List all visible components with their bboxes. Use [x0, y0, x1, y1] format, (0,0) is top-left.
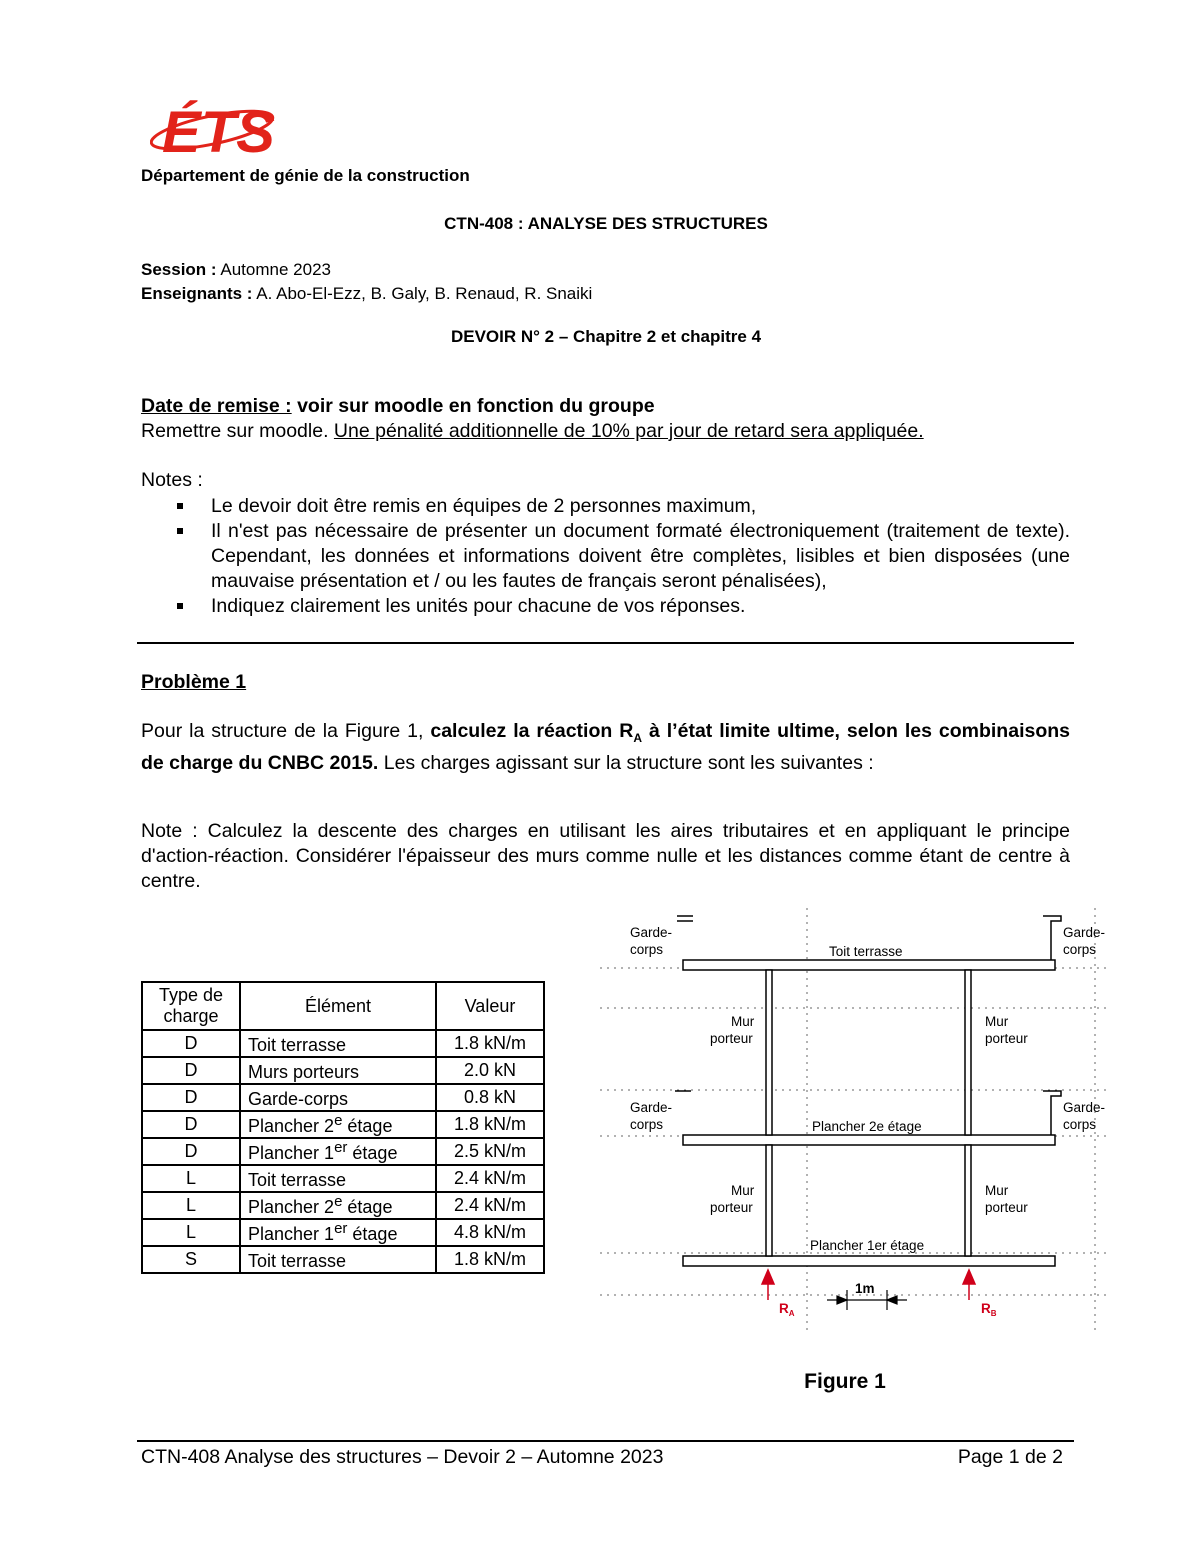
note-item: Indiquez clairement les unités pour chacune de vos réponses. — [141, 594, 1070, 619]
wall-left-upper — [766, 970, 772, 1135]
due-label: Date de remise : — [141, 395, 292, 417]
wall-right-lower — [965, 1145, 971, 1256]
submit-line — [141, 420, 924, 443]
table-row: D Garde-corps 0.8 kN — [142, 1084, 544, 1111]
note-item: Le devoir doit être remis en équipes de 2 personnes maximum, — [141, 494, 1070, 519]
ets-logo — [150, 92, 280, 160]
teachers-value: A. Abo-El-Ezz, B. Galy, B. Renaud, R. Snaiki — [256, 284, 593, 303]
footer-page-number: Page 1 de 2 — [957, 1446, 1063, 1468]
course-title: CTN-408 : ANALYSE DES STRUCTURES — [444, 214, 768, 233]
bullet-icon — [177, 528, 183, 534]
header-type: Type de charge — [142, 982, 240, 1030]
department-name: Département de génie de la construction — [141, 166, 470, 185]
problem-note: Note : Calculez la descente des charges en utilisant les aires tributaires et en appliquant le principe d'action-réaction. Considérer l'épaisseur des murs comme nulle et les distances comme étant de centre à centre. — [141, 820, 1070, 892]
session-line — [141, 260, 331, 280]
note-item: Il n'est pas nécessaire de présenter un document formaté électroniquement (traitement de texte). Cependant, les données et informations doivent être complètes, lisibles et bien disposées (une mauvaise présentation et / ou les fautes de français seront pénalisées), — [141, 519, 1070, 594]
guardrail-label: Garde- — [1063, 925, 1106, 940]
wall-right-upper — [965, 970, 971, 1135]
guardrail-label: Garde- — [630, 925, 673, 940]
reaction-b-label: $R_B$ — [981, 1301, 997, 1318]
assignment-title: DEVOIR N° 2 – Chapitre 2 et chapitre 4 — [450, 327, 762, 346]
wall-label: porteur — [985, 1200, 1028, 1215]
teachers-label: Enseignants : — [141, 284, 253, 303]
floor1-slab — [683, 1256, 1055, 1266]
wall-label: Mur — [731, 1183, 755, 1198]
floor1-label: Plancher 1er étage — [810, 1238, 925, 1253]
reaction-b-head — [963, 1270, 975, 1284]
reaction-a-head — [762, 1270, 774, 1284]
guardrail-label: corps — [630, 942, 664, 957]
penalty-text: Une pénalité additionnelle de 10% par jour de retard sera appliquée. — [333, 420, 924, 442]
section-divider — [137, 642, 1074, 644]
wall-label: Mur — [731, 1014, 755, 1029]
table-row: D Murs porteurs 2.0 kN — [142, 1057, 544, 1084]
bullet-icon — [177, 503, 183, 509]
notes-title: Notes : — [141, 469, 203, 491]
reaction-a-label: $R_A$ — [779, 1301, 795, 1318]
due-date-line — [141, 395, 655, 418]
wall-left-lower — [766, 1145, 772, 1256]
table-row: S Toit terrasse 1.8 kN/m — [142, 1246, 544, 1273]
guardrail-label: corps — [630, 1117, 664, 1132]
header-value: Valeur — [436, 982, 544, 1030]
guardrail-label: Garde- — [630, 1100, 673, 1115]
notes-list — [141, 494, 1070, 619]
table-row: L Toit terrasse 2.4 kN/m — [142, 1165, 544, 1192]
session-value: Automne 2023 — [220, 260, 331, 279]
guardrail-label: Garde- — [1063, 1100, 1106, 1115]
loads-table — [141, 981, 545, 1274]
floor2-label: Plancher 2e étage — [812, 1119, 922, 1134]
table-row: L Plancher 1er étage 4.8 kN/m — [142, 1219, 544, 1246]
table-row: D Plancher 2e étage 1.8 kN/m — [142, 1111, 544, 1138]
guardrail-roof-left — [677, 916, 693, 921]
wall-label: porteur — [710, 1031, 753, 1046]
dimension-label: 1m — [855, 1281, 875, 1296]
figure-caption: Figure 1 — [804, 1370, 886, 1393]
problem-title: Problème 1 — [141, 671, 247, 693]
table-row: D Toit terrasse 1.8 kN/m — [142, 1030, 544, 1057]
floor2-slab — [683, 1135, 1055, 1145]
problem-intro: Pour la structure de la Figure 1, calculez la réaction $R_A$ à l’état limite ultime, selon les combinaisons de charge du CNBC 2015. Les charges agissant sur la structure sont les suivantes : — [141, 720, 1070, 774]
session-label: Session : — [141, 260, 217, 279]
bullet-icon — [177, 603, 183, 609]
teachers-line — [141, 284, 592, 304]
guardrail-label: corps — [1063, 1117, 1097, 1132]
wall-label: porteur — [710, 1200, 753, 1215]
table-row: L Plancher 2e étage 2.4 kN/m — [142, 1192, 544, 1219]
wall-label: Mur — [985, 1014, 1009, 1029]
guardrail-floor2-right — [1043, 1091, 1061, 1135]
structure-diagram — [595, 900, 1115, 1340]
wall-label: Mur — [985, 1183, 1009, 1198]
wall-label: porteur — [985, 1031, 1028, 1046]
guardrail-roof-right — [1043, 916, 1061, 960]
guardrail-label: corps — [1063, 942, 1097, 957]
footer-divider — [137, 1440, 1074, 1442]
roof-slab — [683, 960, 1055, 970]
svg-text:ÉTS: ÉTS — [162, 100, 275, 160]
submit-text: Remettre sur moodle. — [141, 420, 334, 442]
header-element: Élément — [240, 982, 436, 1030]
table-row: D Plancher 1er étage 2.5 kN/m — [142, 1138, 544, 1165]
due-value: voir sur moodle en fonction du groupe — [291, 395, 655, 417]
table-header-row — [142, 982, 544, 1030]
roof-label: Toit terrasse — [829, 944, 903, 959]
footer-left: CTN-408 Analyse des structures – Devoir 2 – Automne 2023 — [141, 1446, 664, 1468]
